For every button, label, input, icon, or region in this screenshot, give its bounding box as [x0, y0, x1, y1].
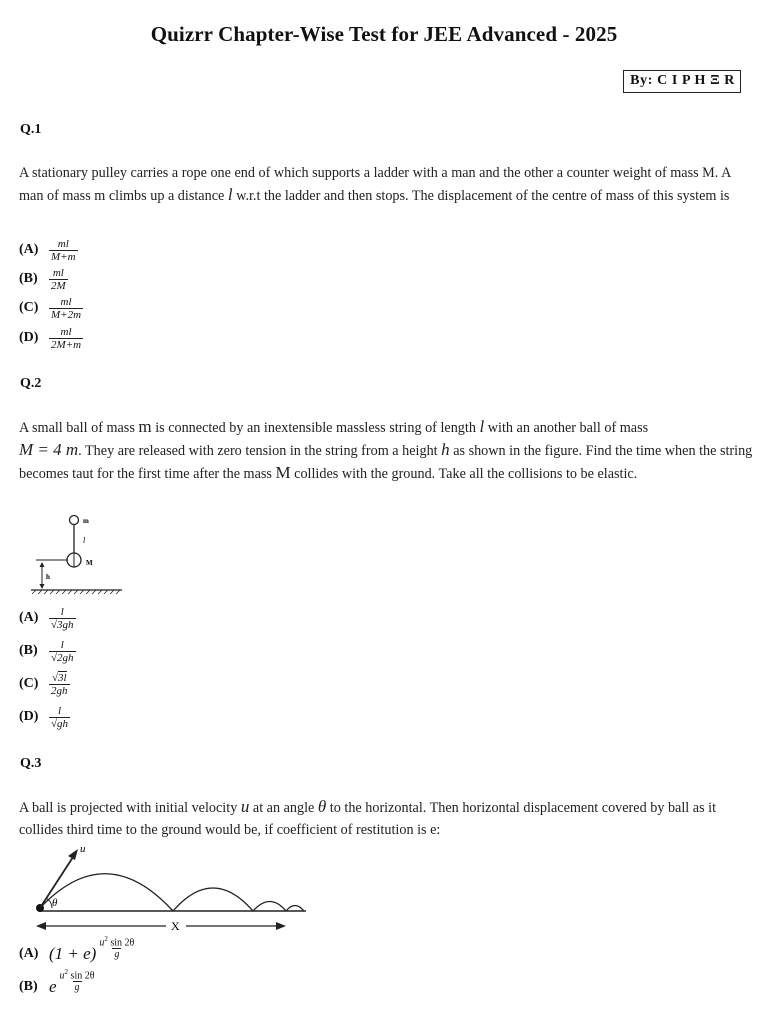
label-l: l — [83, 536, 86, 545]
label-x: X — [171, 919, 180, 933]
question-1-option-d[interactable] — [19, 324, 83, 352]
height-arrow-head-top — [40, 562, 45, 567]
question-3-option-b[interactable] — [19, 967, 97, 1001]
trajectory-3 — [253, 902, 286, 912]
question-2-option-d[interactable] — [19, 703, 70, 731]
question-2-figure — [28, 510, 128, 600]
question-3-label: Q.3 — [20, 756, 42, 771]
velocity-arrow-head — [68, 849, 78, 860]
question-1-option-b[interactable] — [19, 265, 68, 293]
option-label: (B) — [19, 271, 38, 286]
option-fraction: $\frac{l}{√3gh}$ — [51, 605, 74, 631]
label-theta: θ — [52, 897, 58, 909]
height-arrow-head-bottom — [40, 584, 45, 589]
label-h: h — [46, 573, 50, 581]
option-expression: (1 + e) $\frac{u^2 \sin 2\theta}{g}$ — [49, 934, 135, 963]
question-1-option-c[interactable] — [19, 294, 83, 322]
page-title: Quizrr Chapter-Wise Test for JEE Advanced - 2025 — [150, 22, 618, 46]
distance-arrow-head-left — [36, 922, 46, 930]
question-2-text: A small ball of mass m is connected by an inextensible massless string of length l with an another ball of mass M = 4 m. They are released with zero tension in the string from a height h as shown in the figure. Find the time when the string becomes taut for the first time after the mass M collides with the ground. Take all the collisions to be elastic. — [19, 417, 753, 482]
question-2-label: Q.2 — [20, 376, 42, 391]
question-3-text: A ball is projected with initial velocity u at an angle θ to the horizontal. Then horizontal displacement covered by ball as it collides third time to the ground would be, if coefficient of restitution is e: — [19, 797, 717, 838]
option-label: (D) — [19, 330, 39, 345]
option-fraction: $\frac{ml}{M+2m}$ — [51, 295, 82, 321]
option-fraction: $\frac{ml}{2M+m}$ — [51, 325, 82, 351]
option-label: (B) — [19, 643, 38, 658]
ball-m — [70, 516, 79, 525]
label-M: M — [86, 559, 93, 567]
label-u: u — [80, 843, 86, 855]
velocity-arrow — [40, 854, 75, 908]
option-label: (A) — [19, 610, 39, 625]
distance-arrow-head-right — [276, 922, 286, 930]
question-3-figure — [28, 840, 313, 936]
question-1-label: Q.1 — [20, 122, 42, 137]
question-1-option-a[interactable] — [19, 236, 78, 264]
question-2-option-c[interactable] — [19, 670, 70, 698]
option-fraction: $\frac{ml}{2M}$ — [51, 266, 66, 292]
option-label: (B) — [19, 979, 38, 994]
option-fraction: $\frac{l}{√gh}$ — [51, 704, 69, 730]
question-2-option-b[interactable] — [19, 637, 76, 665]
option-fraction: $\frac{l}{√2gh}$ — [51, 638, 74, 664]
option-label: (D) — [19, 709, 39, 724]
question-3-option-a[interactable] — [19, 934, 136, 968]
option-label: (C) — [19, 300, 39, 315]
option-label: (A) — [19, 242, 39, 257]
trajectory-1 — [40, 874, 173, 911]
option-label: (C) — [19, 676, 39, 691]
option-expression: e $\frac{u^2 \sin 2\theta}{g}$ — [49, 967, 95, 996]
question-2-option-a[interactable] — [19, 604, 76, 632]
label-m: m — [83, 517, 89, 525]
option-label: (A) — [19, 946, 39, 961]
author-byline: By: C I P H Ξ R — [623, 70, 741, 93]
option-fraction: $\frac{ml}{M+m}$ — [51, 237, 76, 263]
option-fraction: $\frac{√3l}{2gh}$ — [51, 671, 68, 697]
question-1-text: A stationary pulley carries a rope one end of which supports a ladder with a man and the other a counter weight of mass M. A man of mass m climbs up a distance l w.r.t the ladder and then stops. The displacement of the centre of mass of this system is — [19, 165, 731, 204]
trajectory-2 — [173, 888, 253, 911]
trajectory-4 — [286, 906, 304, 912]
